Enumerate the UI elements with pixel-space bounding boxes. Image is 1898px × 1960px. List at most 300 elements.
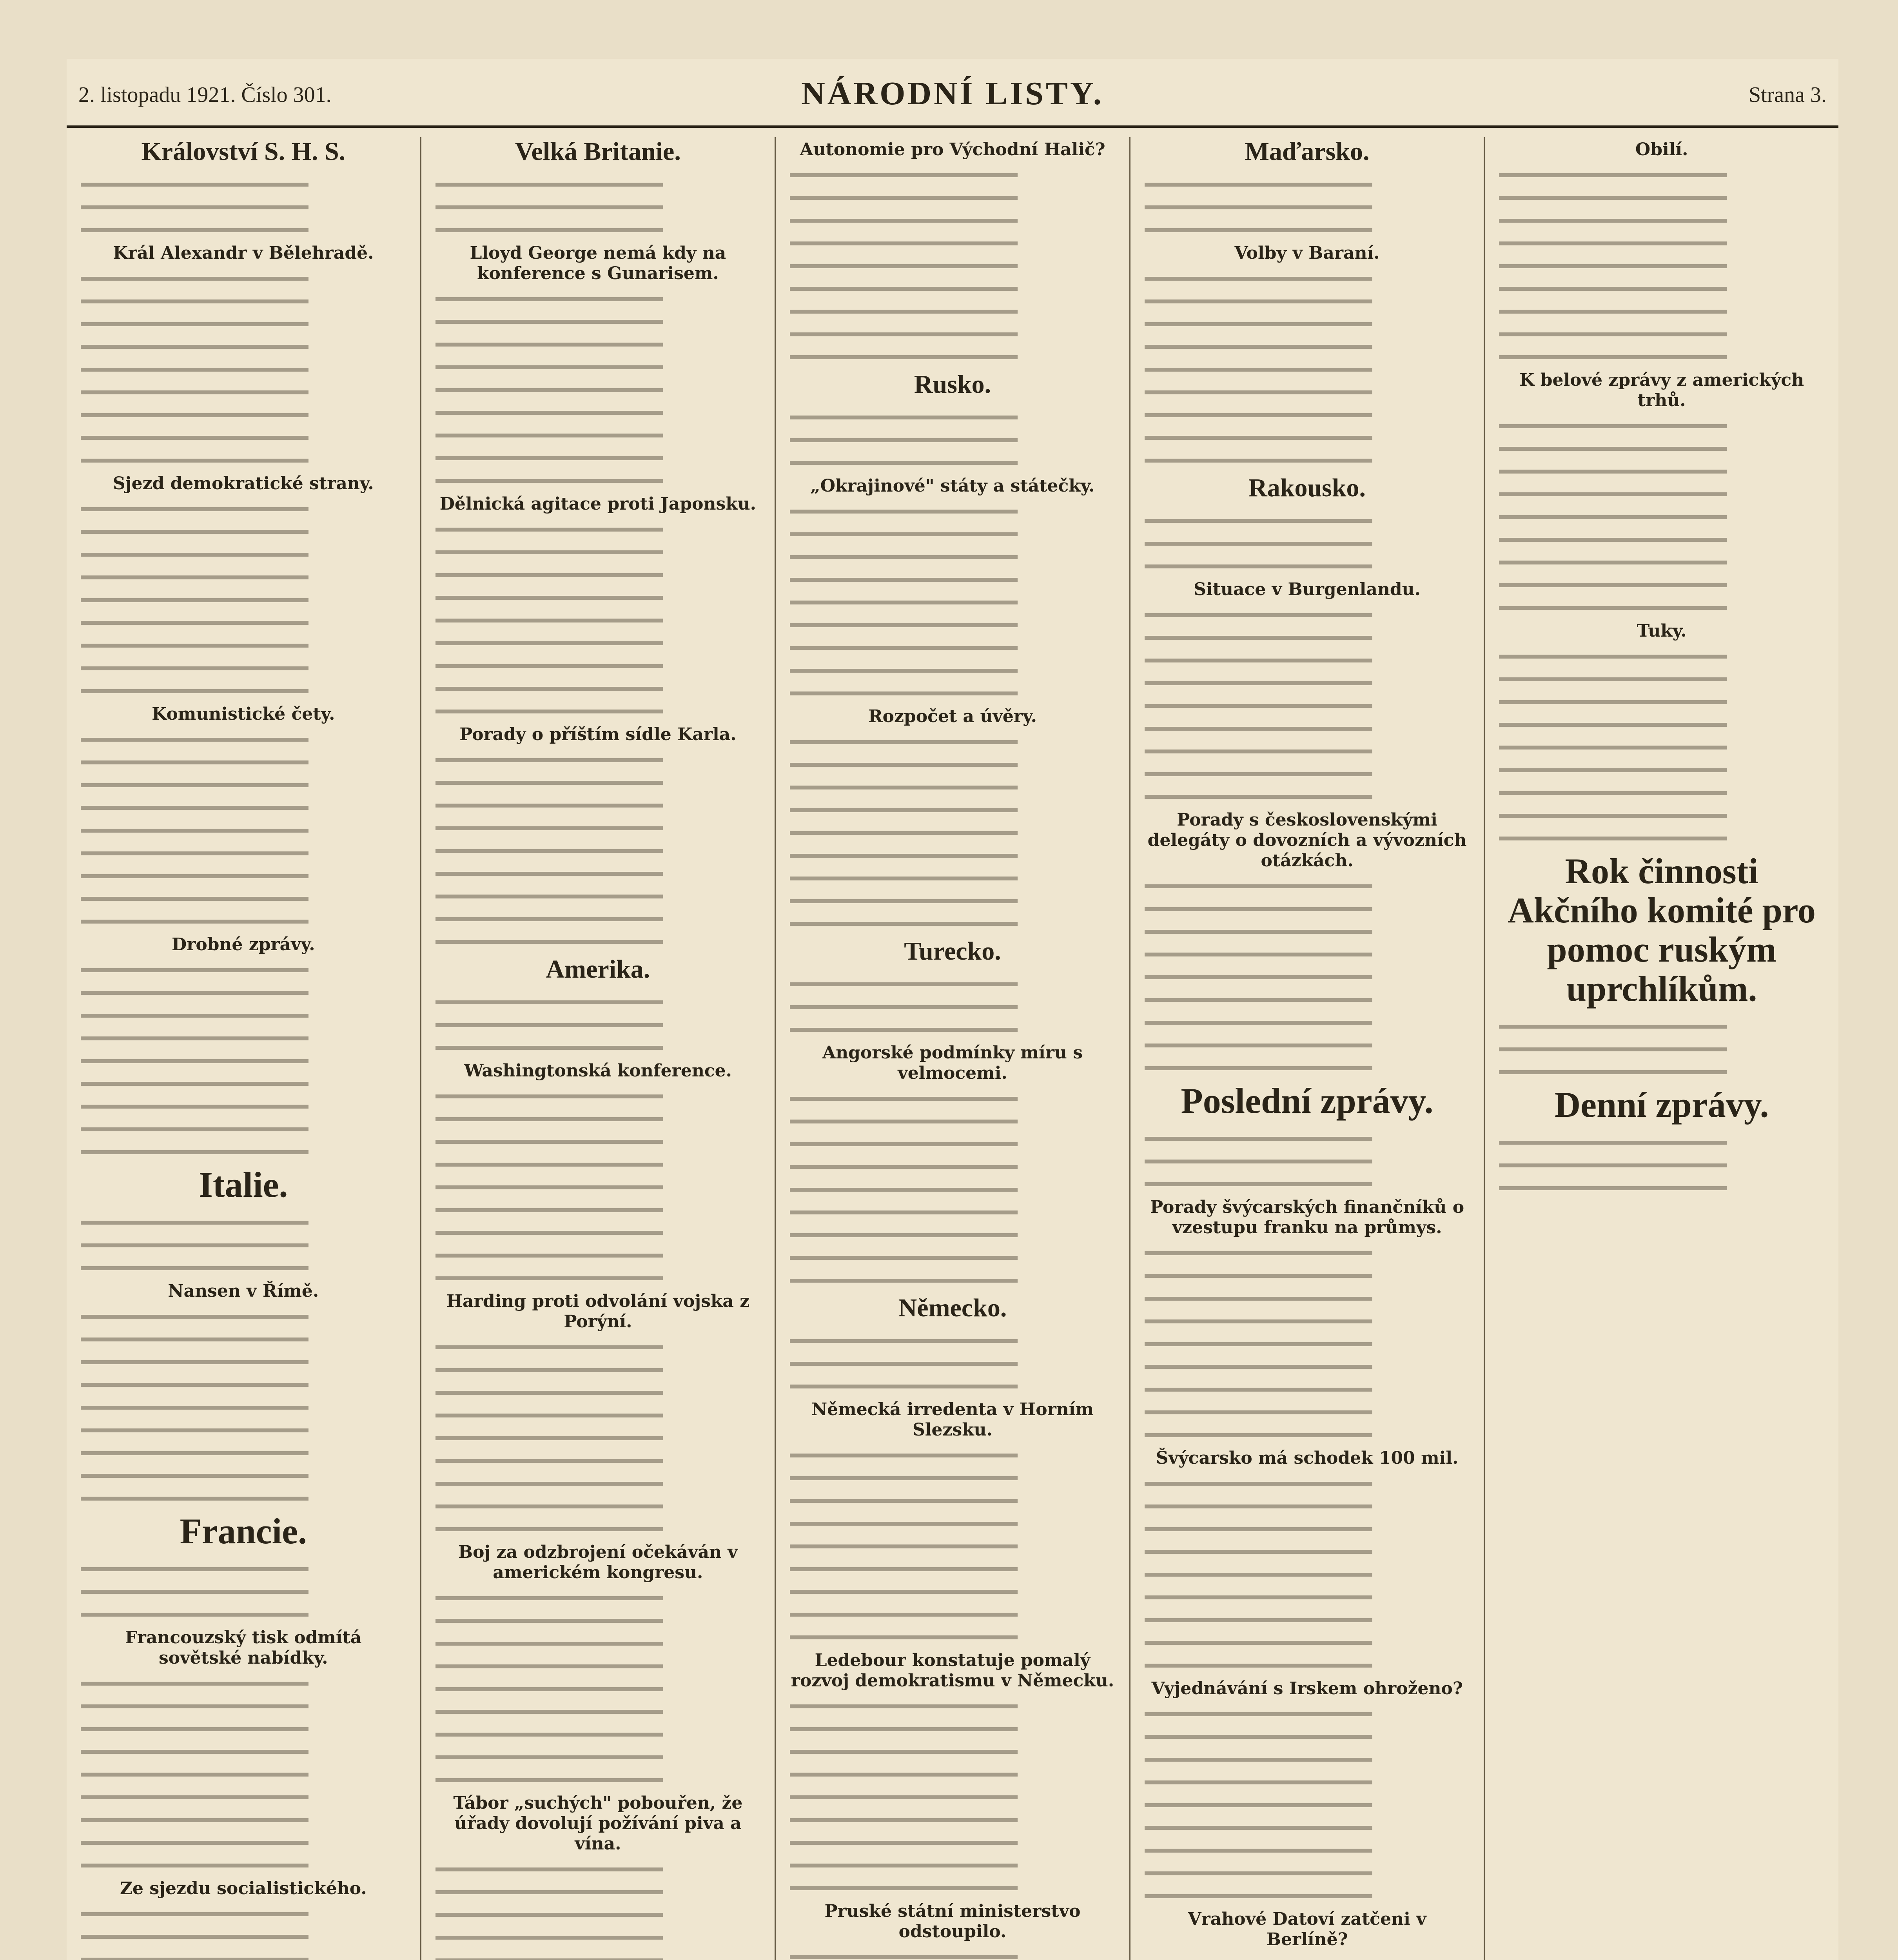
body-text-line xyxy=(435,543,761,563)
column-4 xyxy=(1130,137,1485,1960)
body-text-line xyxy=(81,1856,406,1876)
body-text-line xyxy=(1145,511,1470,532)
body-text-line xyxy=(81,337,406,358)
body-text-line xyxy=(1499,1178,1824,1199)
body-text-line xyxy=(435,520,761,540)
body-text-line xyxy=(790,302,1115,322)
article-subheading: Vyjednávání s Irskem ohroženo? xyxy=(1151,1679,1463,1699)
page-number: Strana 3. xyxy=(1748,83,1827,107)
body-text-line xyxy=(1145,1588,1470,1608)
article-subheading: Král Alexandr v Bělehradě. xyxy=(113,243,374,263)
body-text-line xyxy=(1145,605,1470,626)
body-text-line xyxy=(435,1087,761,1107)
body-text-line xyxy=(790,1537,1115,1557)
body-text-line xyxy=(435,1015,761,1036)
body-text-line xyxy=(790,638,1115,659)
body-text-line xyxy=(435,818,761,839)
body-text-line xyxy=(435,702,761,722)
body-text-line xyxy=(1145,1633,1470,1653)
body-text-line xyxy=(1499,760,1824,781)
body-text-line xyxy=(1145,787,1470,808)
body-text-line xyxy=(81,775,406,796)
body-text-line xyxy=(1145,673,1470,694)
body-text-line xyxy=(790,325,1115,345)
body-text-line xyxy=(790,914,1115,935)
body-text-line xyxy=(1145,1886,1470,1907)
body-text-line xyxy=(81,1674,406,1694)
body-text-line xyxy=(790,408,1115,428)
body-text-line xyxy=(790,1203,1115,1223)
body-text-line xyxy=(435,1132,761,1152)
body-text-line xyxy=(435,312,761,332)
section-heading: Rakousko. xyxy=(1248,474,1366,502)
body-text-line xyxy=(1145,1542,1470,1563)
body-text-line xyxy=(81,1352,406,1373)
body-text-line xyxy=(435,1657,761,1677)
body-text-line xyxy=(81,753,406,773)
body-text-line xyxy=(81,1120,406,1140)
body-text-line xyxy=(435,1519,761,1540)
article-subheading: Ze sjezdu socialistického. xyxy=(120,1878,367,1898)
article-subheading: Pruské státní ministerstvo odstoupilo. xyxy=(824,1901,1081,1942)
body-text-line xyxy=(1499,234,1824,254)
body-text-line xyxy=(790,570,1115,590)
body-text-line xyxy=(1145,1403,1470,1423)
body-text-line xyxy=(81,1927,406,1947)
body-text-line xyxy=(1145,1266,1470,1287)
body-text-line xyxy=(435,1451,761,1472)
body-text-line xyxy=(1145,1058,1470,1079)
body-text-line xyxy=(81,983,406,1004)
body-text-line xyxy=(435,1611,761,1632)
article-subheading: Nansen v Římě. xyxy=(168,1281,319,1301)
body-text-line xyxy=(435,1725,761,1745)
body-text-line xyxy=(790,1856,1115,1876)
body-text-line xyxy=(81,1810,406,1831)
body-text-line xyxy=(1145,1312,1470,1332)
body-text-line xyxy=(1145,628,1470,648)
body-text-line xyxy=(81,1489,406,1509)
newspaper-title: NÁRODNÍ LISTY. xyxy=(801,75,1104,112)
article-subheading: Volby v Baraní. xyxy=(1234,243,1380,263)
article-subheading: Švýcarsko má schodek 100 mil. xyxy=(1156,1448,1459,1468)
body-text-line xyxy=(81,428,406,448)
body-text-line xyxy=(790,1020,1115,1040)
body-text-line xyxy=(1145,1750,1470,1770)
body-text-line xyxy=(435,358,761,378)
body-text-line xyxy=(1145,1380,1470,1400)
body-text-line xyxy=(790,165,1115,186)
body-text-line xyxy=(81,1833,406,1853)
article-subheading: Washingtonská konference. xyxy=(464,1061,732,1081)
body-text-line xyxy=(790,1697,1115,1717)
body-text-line xyxy=(81,451,406,471)
body-text-line xyxy=(435,1246,761,1266)
body-text-line xyxy=(81,198,406,218)
body-text-line xyxy=(1145,1243,1470,1264)
body-text-line xyxy=(1499,1156,1824,1176)
body-text-line xyxy=(790,1947,1115,1960)
article-subheading: Harding proti odvolání vojska z Porýní. xyxy=(446,1291,750,1332)
body-text-line xyxy=(790,1605,1115,1625)
article-subheading: Tuky. xyxy=(1637,621,1687,641)
body-text-line xyxy=(790,1134,1115,1155)
body-text-line xyxy=(435,887,761,907)
body-text-line xyxy=(81,545,406,565)
article-subheading: Porady o příštím sídle Karla. xyxy=(459,724,737,744)
body-text-line xyxy=(790,1719,1115,1740)
body-text-line xyxy=(790,684,1115,704)
body-text-line xyxy=(81,360,406,380)
body-text-line xyxy=(81,866,406,887)
body-text-line xyxy=(435,335,761,355)
body-text-line xyxy=(81,1213,406,1233)
section-heading: Poslední zprávy. xyxy=(1181,1081,1433,1121)
body-text-line xyxy=(81,292,406,312)
body-text-line xyxy=(81,1605,406,1625)
body-text-line xyxy=(1499,256,1824,277)
body-text-line xyxy=(1499,507,1824,528)
article-subheading: Drobné zprávy. xyxy=(171,935,315,955)
body-text-line xyxy=(81,1074,406,1094)
body-text-line xyxy=(1145,1795,1470,1816)
body-text-line xyxy=(81,1258,406,1279)
body-text-line xyxy=(1499,783,1824,804)
section-heading: Denní zprávy. xyxy=(1554,1085,1769,1125)
body-text-line xyxy=(790,1765,1115,1785)
body-text-line xyxy=(81,314,406,335)
body-text-line xyxy=(790,891,1115,912)
masthead xyxy=(67,59,1838,128)
body-text-line xyxy=(435,1360,761,1381)
body-text-line xyxy=(1499,670,1824,690)
body-text-line xyxy=(81,499,406,520)
body-text-line xyxy=(1145,1334,1470,1355)
body-text-line xyxy=(81,220,406,241)
body-text-line xyxy=(1145,1152,1470,1172)
body-text-line xyxy=(1499,715,1824,735)
body-text-line xyxy=(435,796,761,816)
body-text-line xyxy=(435,611,761,631)
body-text-line xyxy=(81,1097,406,1117)
body-text-line xyxy=(1145,1497,1470,1517)
body-text-line xyxy=(435,864,761,884)
body-text-line xyxy=(81,1307,406,1327)
body-text-line xyxy=(81,1559,406,1580)
body-text-line xyxy=(790,524,1115,545)
body-text-line xyxy=(1499,165,1824,186)
article-subheading: Lloyd George nemá kdy na konference s Gunarisem. xyxy=(470,243,726,283)
body-text-line xyxy=(1499,553,1824,573)
body-text-line xyxy=(435,1406,761,1426)
body-text-line xyxy=(81,1375,406,1396)
body-text-line xyxy=(435,679,761,699)
body-text-line xyxy=(790,1089,1115,1109)
body-text-line xyxy=(790,256,1115,277)
body-text-line xyxy=(1145,1129,1470,1149)
body-text-line xyxy=(1499,530,1824,550)
body-text-line xyxy=(435,1155,761,1175)
body-text-line xyxy=(81,1142,406,1163)
body-text-line xyxy=(1499,647,1824,667)
body-text-line xyxy=(435,932,761,953)
body-text-line xyxy=(81,821,406,841)
section-heading: Rok činnosti Akčního komité pro pomoc ruským uprchlíkům. xyxy=(1508,851,1816,1009)
body-text-line xyxy=(1145,175,1470,195)
body-text-line xyxy=(1145,428,1470,448)
body-text-line xyxy=(435,1223,761,1243)
body-text-line xyxy=(1145,967,1470,988)
body-text-line xyxy=(435,1474,761,1494)
body-text-line xyxy=(81,1742,406,1762)
body-text-line xyxy=(790,279,1115,299)
body-text-line xyxy=(790,1377,1115,1397)
body-text-line xyxy=(81,798,406,818)
body-text-line xyxy=(1499,302,1824,322)
body-text-line xyxy=(1145,534,1470,554)
article-subheading: Obilí. xyxy=(1635,140,1688,160)
column-2 xyxy=(421,137,776,1960)
body-text-line xyxy=(790,502,1115,522)
article-subheading: Boj za odzbrojení očekáván v americkém kongresu. xyxy=(458,1542,738,1583)
body-text-line xyxy=(1499,738,1824,758)
body-text-line xyxy=(790,1628,1115,1648)
body-text-line xyxy=(435,175,761,195)
body-text-line xyxy=(1145,1704,1470,1725)
body-text-line xyxy=(790,1112,1115,1132)
body-text-line xyxy=(81,1029,406,1049)
body-text-line xyxy=(790,1331,1115,1352)
body-text-line xyxy=(1145,1841,1470,1861)
body-text-line xyxy=(1145,1864,1470,1884)
section-heading: Turecko. xyxy=(904,937,1001,965)
body-text-line xyxy=(435,1200,761,1221)
body-text-line xyxy=(435,448,761,469)
body-text-line xyxy=(790,755,1115,775)
body-text-line xyxy=(435,1038,761,1058)
body-text-line xyxy=(81,383,406,403)
body-text-line xyxy=(435,380,761,401)
article-subheading: Tábor „suchých" pobouřen, že úřady dovolují požívání piva a vína. xyxy=(453,1793,743,1854)
body-text-line xyxy=(435,1860,761,1880)
body-text-line xyxy=(1499,1062,1824,1083)
body-text-line xyxy=(1499,829,1824,849)
article-subheading: Německá irredenta v Horním Slezsku. xyxy=(811,1399,1094,1440)
article-subheading: Porady s československými delegáty o dovozních a vývozních otázkách. xyxy=(1147,810,1467,871)
column-5 xyxy=(1485,137,1838,1960)
body-text-line xyxy=(790,1742,1115,1762)
body-text-line xyxy=(1145,1610,1470,1631)
body-text-line xyxy=(790,1833,1115,1853)
body-text-line xyxy=(790,800,1115,821)
body-text-line xyxy=(435,565,761,586)
body-text-line xyxy=(81,1466,406,1486)
article-subheading: Situace v Burgenlandu. xyxy=(1194,579,1421,599)
column-1 xyxy=(67,137,421,1960)
body-text-line xyxy=(790,1468,1115,1489)
body-text-line xyxy=(790,593,1115,613)
body-text-line xyxy=(790,347,1115,368)
body-text-line xyxy=(1145,292,1470,312)
body-text-line xyxy=(435,773,761,793)
body-text-line xyxy=(1499,325,1824,345)
body-text-line xyxy=(790,1271,1115,1291)
article-subheading: Porady švýcarských finančníků o vzestupu franku na průmys. xyxy=(1150,1197,1464,1238)
body-text-line xyxy=(790,1248,1115,1269)
article-subheading: K belové zprávy z amerických trhů. xyxy=(1519,370,1804,410)
body-text-line xyxy=(790,430,1115,451)
body-text-line xyxy=(1499,188,1824,209)
body-text-line xyxy=(81,590,406,611)
body-text-line xyxy=(1499,806,1824,826)
body-text-line xyxy=(81,912,406,932)
body-text-line xyxy=(435,1109,761,1130)
body-text-line xyxy=(1499,598,1824,619)
body-text-line xyxy=(1145,220,1470,241)
body-text-line xyxy=(1499,462,1824,482)
body-text-line xyxy=(790,1446,1115,1466)
body-text-line xyxy=(790,547,1115,568)
body-text-line xyxy=(1499,575,1824,596)
body-text-line xyxy=(81,613,406,633)
body-text-line xyxy=(81,1236,406,1256)
body-text-line xyxy=(81,175,406,195)
body-text-line xyxy=(1145,696,1470,717)
body-text-line xyxy=(1145,1818,1470,1838)
body-text-line xyxy=(1499,416,1824,437)
section-heading: Maďarsko. xyxy=(1245,137,1370,166)
body-text-line xyxy=(1145,314,1470,335)
body-text-line xyxy=(81,1950,406,1960)
body-text-line xyxy=(81,1904,406,1925)
body-text-line xyxy=(1499,211,1824,231)
body-text-line xyxy=(435,633,761,654)
body-text-line xyxy=(790,453,1115,474)
body-text-line xyxy=(81,568,406,588)
body-text-line xyxy=(790,1788,1115,1808)
body-text-line xyxy=(81,659,406,679)
body-text-line xyxy=(1145,1357,1470,1377)
body-text-line xyxy=(435,403,761,423)
body-text-line xyxy=(435,1702,761,1722)
body-text-line xyxy=(435,841,761,862)
body-text-line xyxy=(1145,945,1470,965)
body-text-line xyxy=(790,732,1115,753)
body-text-line xyxy=(1499,279,1824,299)
body-text-line xyxy=(1145,1955,1470,1960)
body-text-line xyxy=(1145,877,1470,897)
body-text-line xyxy=(81,1398,406,1418)
body-text-line xyxy=(790,1582,1115,1602)
body-text-line xyxy=(81,1582,406,1602)
body-text-line xyxy=(435,289,761,310)
body-text-line xyxy=(81,1697,406,1717)
body-text-line xyxy=(1499,439,1824,459)
body-text-line xyxy=(81,1719,406,1740)
body-text-line xyxy=(790,188,1115,209)
body-text-line xyxy=(81,730,406,750)
body-text-line xyxy=(790,661,1115,681)
body-text-line xyxy=(435,1269,761,1289)
body-text-line xyxy=(790,823,1115,844)
body-text-line xyxy=(790,1354,1115,1374)
body-text-line xyxy=(81,405,406,426)
article-subheading: Rozpočet a úvěry. xyxy=(868,706,1037,726)
article-subheading: Angorské podmínky míru s velmocemi. xyxy=(822,1043,1083,1083)
column-3 xyxy=(776,137,1130,1960)
body-text-line xyxy=(790,975,1115,995)
body-text-line xyxy=(435,1928,761,1948)
body-text-line xyxy=(1145,764,1470,785)
body-text-line xyxy=(790,1180,1115,1200)
body-text-line xyxy=(81,681,406,702)
body-text-line xyxy=(790,1491,1115,1512)
body-text-line xyxy=(1499,692,1824,713)
body-text-line xyxy=(790,615,1115,636)
body-text-line xyxy=(435,909,761,930)
body-text-line xyxy=(81,844,406,864)
body-text-line xyxy=(81,522,406,543)
body-text-line xyxy=(81,1788,406,1808)
body-text-line xyxy=(435,1770,761,1791)
body-text-line xyxy=(435,1588,761,1609)
body-text-line xyxy=(1145,360,1470,380)
body-text-line xyxy=(435,220,761,241)
section-heading: Království S. H. S. xyxy=(141,137,346,166)
body-text-line xyxy=(435,1679,761,1700)
body-text-line xyxy=(1145,337,1470,358)
body-text-line xyxy=(790,1157,1115,1178)
body-text-line xyxy=(1145,1519,1470,1540)
body-text-line xyxy=(1145,383,1470,403)
body-text-line xyxy=(435,1634,761,1654)
body-text-line xyxy=(435,198,761,218)
body-text-line xyxy=(1145,922,1470,942)
body-text-line xyxy=(435,1428,761,1449)
body-text-line xyxy=(1145,557,1470,577)
body-text-line xyxy=(1145,899,1470,920)
body-text-line xyxy=(1145,1773,1470,1793)
body-text-line xyxy=(1145,405,1470,426)
article-subheading: Komunistické čety. xyxy=(152,704,335,724)
body-text-line xyxy=(1499,485,1824,505)
body-text-line xyxy=(1145,990,1470,1011)
body-text-line xyxy=(435,1178,761,1198)
article-subheading: Sjezd demokratické strany. xyxy=(113,474,374,494)
section-heading: Velká Britanie. xyxy=(515,137,681,166)
body-text-line xyxy=(81,636,406,656)
article-subheading: „Okrajinové" státy a státečky. xyxy=(810,476,1095,496)
body-text-line xyxy=(81,269,406,289)
body-text-line xyxy=(435,1951,761,1960)
body-text-line xyxy=(790,1878,1115,1899)
body-text-line xyxy=(790,778,1115,798)
body-text-line xyxy=(435,1882,761,1903)
newspaper-page xyxy=(67,59,1838,1960)
section-heading: Rusko. xyxy=(914,370,991,399)
body-text-line xyxy=(1145,451,1470,471)
body-text-line xyxy=(1145,1425,1470,1446)
article-subheading: Autonomie pro Východní Halič? xyxy=(800,140,1105,160)
body-text-line xyxy=(790,1559,1115,1580)
body-text-line xyxy=(435,471,761,492)
body-text-line xyxy=(81,1443,406,1464)
body-text-line xyxy=(81,1330,406,1350)
body-text-line xyxy=(1145,1013,1470,1033)
body-text-line xyxy=(1145,1565,1470,1585)
body-text-line xyxy=(81,1006,406,1026)
article-subheading: Ledebour konstatuje pomalý rozvoj demokratismu v Německu. xyxy=(791,1650,1114,1691)
